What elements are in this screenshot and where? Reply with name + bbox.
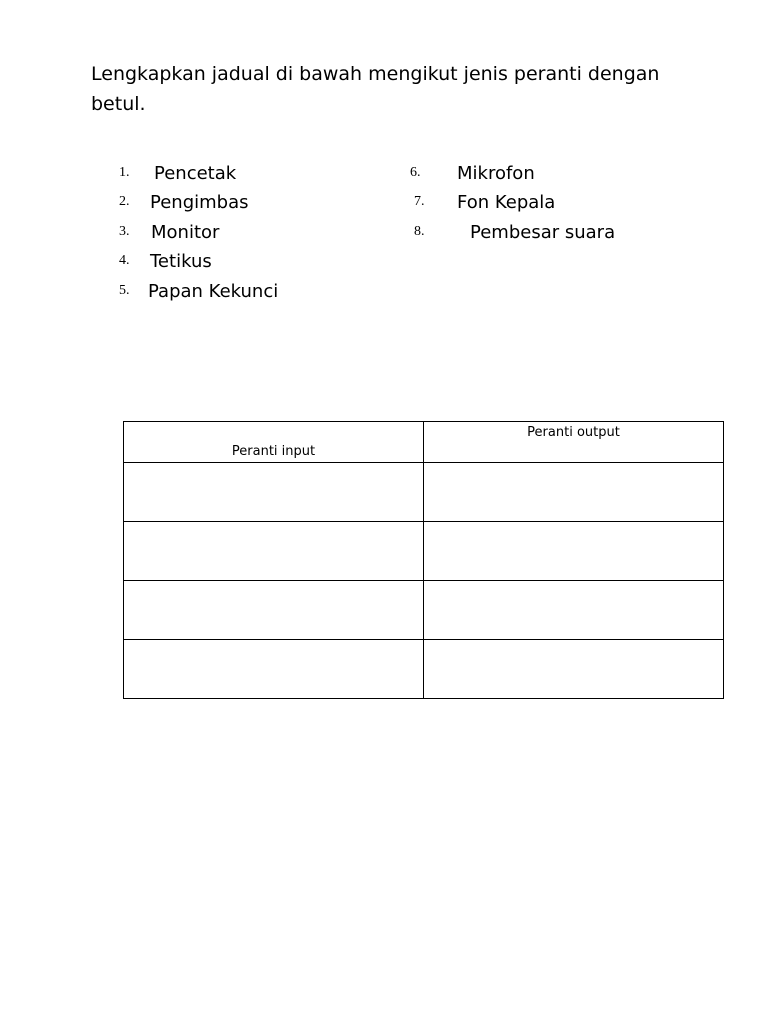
input-device-cell[interactable] bbox=[124, 640, 424, 699]
device-number: 5. bbox=[119, 283, 130, 298]
table-header-row bbox=[124, 422, 724, 463]
device-label: Pengimbas bbox=[150, 191, 249, 213]
device-item-3 bbox=[119, 220, 219, 244]
output-device-cell[interactable] bbox=[424, 463, 724, 522]
table-row bbox=[124, 581, 724, 640]
input-device-cell[interactable] bbox=[124, 581, 424, 640]
device-classification-table bbox=[123, 421, 724, 699]
device-label: Monitor bbox=[151, 221, 220, 243]
device-item-2 bbox=[119, 190, 249, 214]
header-output-devices bbox=[424, 422, 724, 463]
device-number: 7. bbox=[414, 194, 425, 209]
device-number: 2. bbox=[119, 194, 130, 209]
header-label: Peranti output bbox=[527, 425, 620, 440]
header-label: Peranti input bbox=[231, 444, 316, 459]
device-label: Pencetak bbox=[154, 162, 237, 184]
device-label: Papan Kekunci bbox=[148, 280, 279, 302]
device-label: Tetikus bbox=[150, 250, 212, 272]
device-number: 4. bbox=[119, 253, 130, 268]
table-row bbox=[124, 463, 724, 522]
input-device-cell[interactable] bbox=[124, 463, 424, 522]
device-number: 6. bbox=[410, 165, 421, 180]
device-number: 8. bbox=[414, 224, 425, 239]
device-item-1 bbox=[119, 161, 236, 185]
device-item-5 bbox=[119, 279, 278, 303]
device-number: 1. bbox=[119, 165, 130, 180]
device-item-7 bbox=[414, 190, 555, 214]
device-item-8 bbox=[414, 220, 615, 244]
output-device-cell[interactable] bbox=[424, 581, 724, 640]
instruction-text: Lengkapkan jadual di bawah mengikut jenis peranti dengan betul. bbox=[91, 63, 660, 115]
header-input-devices bbox=[124, 422, 424, 463]
device-label: Fon Kepala bbox=[457, 191, 556, 213]
table-row bbox=[124, 522, 724, 581]
device-item-6 bbox=[410, 161, 535, 185]
device-number: 3. bbox=[119, 224, 130, 239]
input-device-cell[interactable] bbox=[124, 522, 424, 581]
output-device-cell[interactable] bbox=[424, 522, 724, 581]
output-device-cell[interactable] bbox=[424, 640, 724, 699]
device-item-4 bbox=[119, 249, 212, 273]
table-row bbox=[124, 640, 724, 699]
device-label: Mikrofon bbox=[457, 162, 535, 184]
device-label: Pembesar suara bbox=[470, 221, 616, 243]
